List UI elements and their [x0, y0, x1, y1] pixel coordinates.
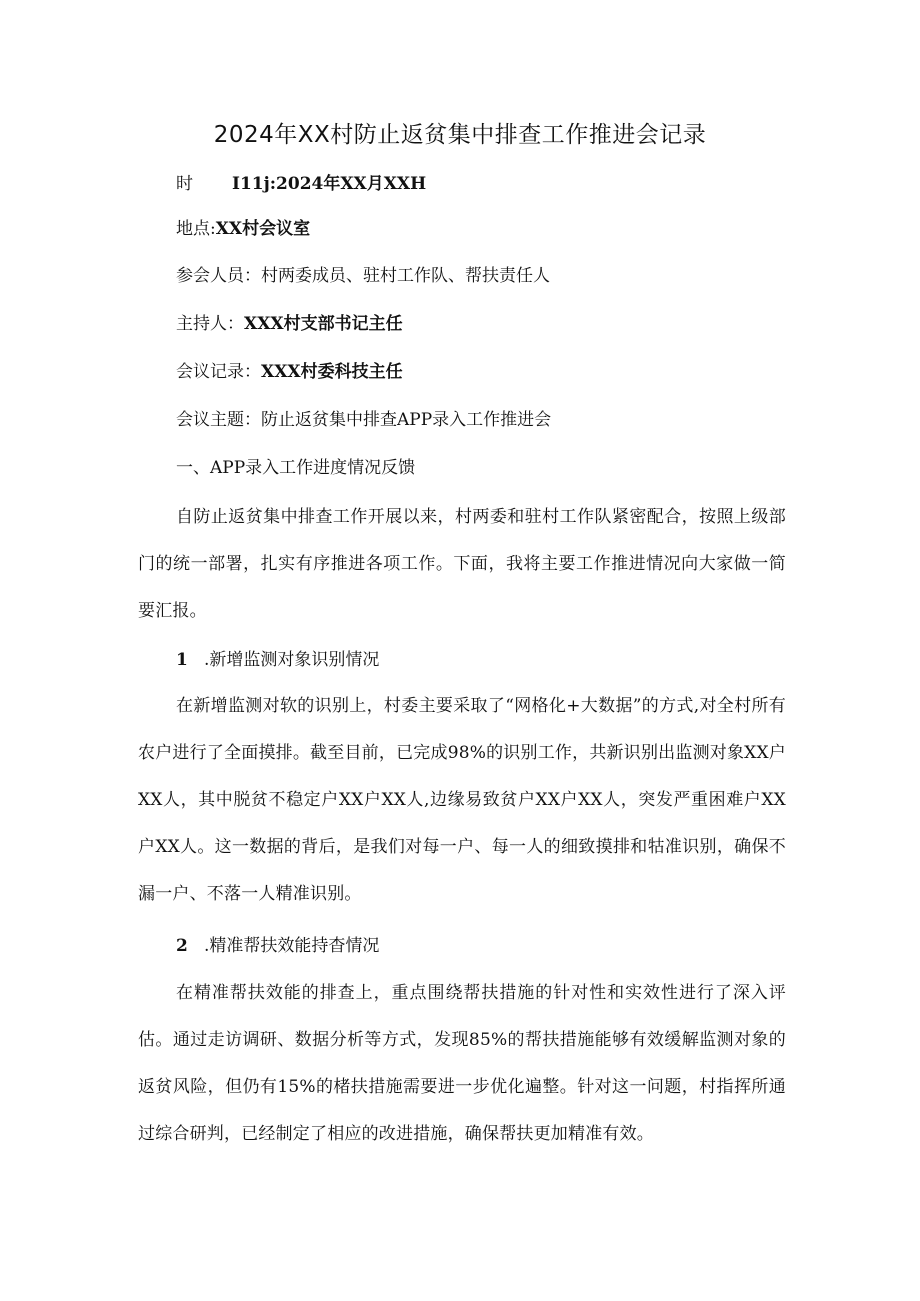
section-heading: 一、APP录入工作进度情况反馈: [176, 458, 416, 478]
attendees-label: 参会人员：: [176, 266, 261, 286]
meeting-host: [176, 312, 403, 336]
meeting-place: [176, 217, 310, 241]
item1-number: 1: [176, 650, 188, 670]
recorder-value: XXX村委科技主任: [261, 362, 403, 382]
meeting-topic: [176, 408, 551, 432]
host-value: XXX村支部书记主任: [244, 314, 403, 334]
item2-number: 2: [176, 936, 188, 956]
item2-paragraph: 在精准帮扶效能的排查上，重点围绕帮扶措施的针对性和实效性进行了深入评估。通过走访调研、数据分析等方式，发现85%的帮扶措施能够有效缓解监测对象的返贫风险，但仍有15%的楮扶措施需要进一步优化遍整。针对这一问题，村指挥所通过综合研判，已经制定了相应的改进措施，确保帮扶更加精准有效。: [138, 983, 786, 1144]
recorder-label: 会议记录：: [176, 362, 261, 382]
meeting-time: [176, 172, 426, 196]
document-title: 2024年XX村防止返贫集中排查工作推进会记录: [213, 122, 707, 148]
topic-value: 防止返贫集中排查APP录入工作推进会: [261, 410, 552, 430]
item2-title: .精准帮扶效能持杳情况: [204, 936, 380, 956]
item2-heading: [176, 934, 379, 958]
topic-label: 会议主题：: [176, 410, 261, 430]
time-value: I11j:2024年XX月XXH: [232, 174, 427, 194]
attendees-value: 村两委成员、驻村工作队、帮扶责任人: [261, 266, 550, 286]
time-label: 时: [176, 174, 193, 194]
place-value: XX村会议室: [215, 219, 311, 239]
item1-heading: [176, 648, 379, 672]
host-label: 主持人：: [176, 314, 244, 334]
meeting-recorder: [176, 360, 403, 384]
item1-paragraph: 在新增监测对软的识别上，村委主要采取了“网格化+大数据”的方式,对全村所有农户进行了全面摸排。截至目前，已完成98%的识别工作，共新识别出监测对象XX户XX人，其中脱贫不稳定户XX户XX人,边缘易致贫户XX户XX人，突发严重困难户XX户XX人。这一数据的背后，是我们对每一户、每一人的细致摸排和牯准识别，确保不漏一户、不落一人精准识别。: [138, 696, 786, 904]
meeting-attendees: [176, 264, 550, 288]
intro-paragraph: 自防止返贫集中排查工作开展以来，村两委和驻村工作队紧密配合，按照上级部门的统一部署，扎实有序推进各项工作。下面，我将主要工作推进情况向大家做一简要汇报。: [138, 507, 786, 621]
item1-title: .新增监测对象识别情况: [204, 650, 380, 670]
place-label: 地点:: [176, 219, 216, 239]
